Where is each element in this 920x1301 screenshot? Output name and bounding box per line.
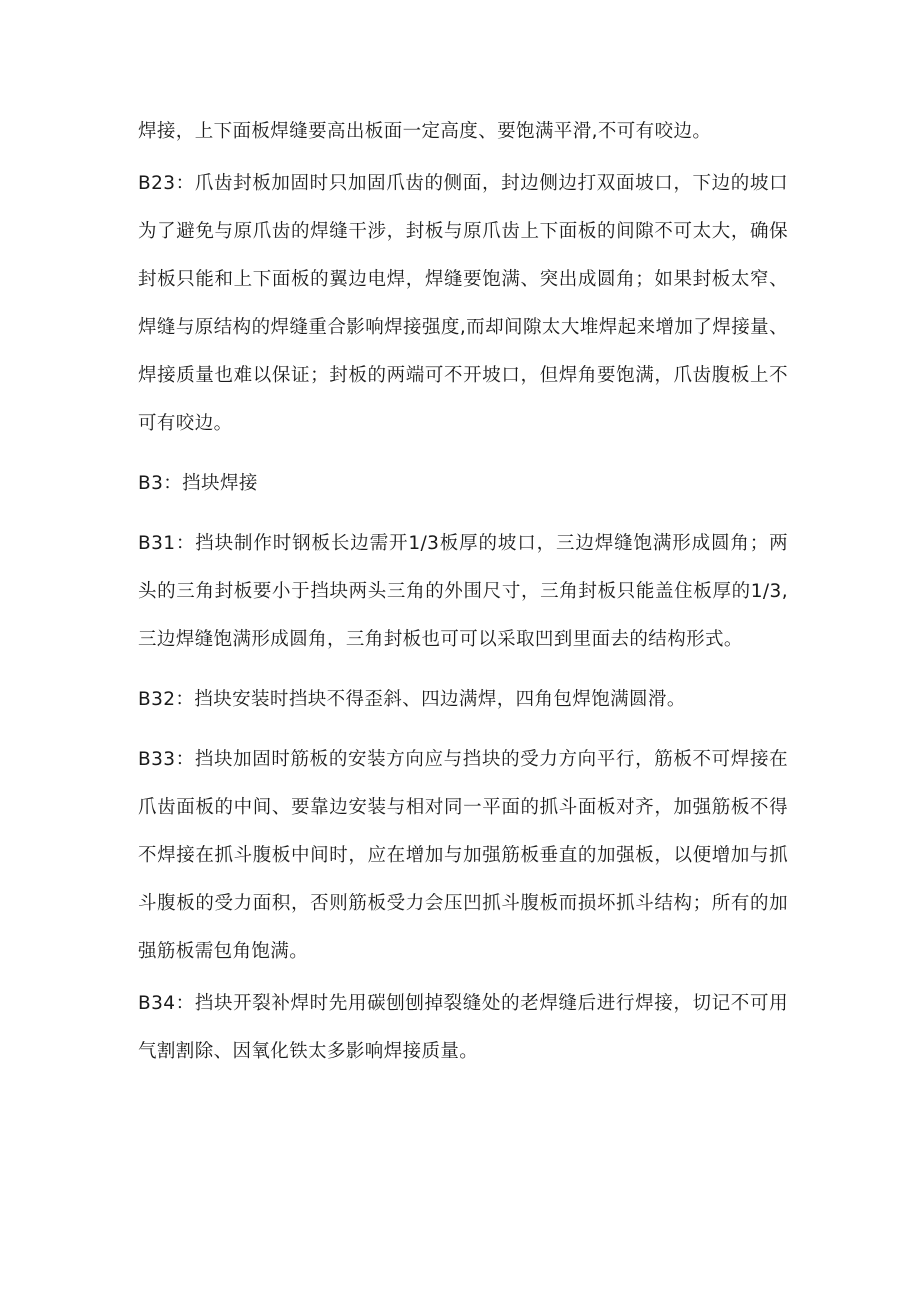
- paragraph-welding-continuation: 焊接，上下面板焊缝要高出板面一定高度、要饱满平滑,不可有咬边。: [138, 121, 712, 142]
- paragraph-b33: B33：挡块加固时筋板的安装方向应与挡块的受力方向平行，筋板不可焊接在爪齿面板的中间、要靠边安装与相对同一平面的抓斗面板对齐，加强筋板不得不焊接在抓斗腹板中间时，应在增加与加强筋板垂直的加强板，以便增加与抓斗腹板的受力面积，否则筋板受力会压凹抓斗腹板而损坏抓斗结构；所有的加强筋板需包角饱满。: [138, 749, 788, 962]
- paragraph-b32: B32：挡块安装时挡块不得歪斜、四边满焊，四角包焊饱满圆滑。: [138, 689, 686, 710]
- document-body: [138, 108, 788, 1076]
- section-heading-b3: B3：挡块焊接: [138, 473, 258, 494]
- paragraph-b23: B23：爪齿封板加固时只加固爪齿的侧面，封边侧边打双面坡口，下边的坡口为了避免与原爪齿的焊缝干涉，封板与原爪齿上下面板的间隙不可太大，确保封板只能和上下面板的翼边电焊，焊缝要饱满、突出成圆角；如果封板太窄、焊缝与原结构的焊缝重合影响焊接强度,而却间隙太大堆焊起来增加了焊接量、焊接质量也难以保证；封板的两端可不开坡口，但焊角要饱满，爪齿腹板上不可有咬边。: [138, 173, 788, 434]
- paragraph-b31: B31：挡块制作时钢板长边需开1/3板厚的坡口，三边焊缝饱满形成圆角；两头的三角封板要小于挡块两头三角的外围尺寸，三角封板只能盖住板厚的1/3,三边焊缝饱满形成圆角，三角封板也可可以采取凹到里面去的结构形式。: [138, 533, 788, 650]
- paragraph-b34: B34：挡块开裂补焊时先用碳刨刨掉裂缝处的老焊缝后进行焊接，切记不可用气割割除、因氧化铁太多影响焊接质量。: [138, 993, 788, 1062]
